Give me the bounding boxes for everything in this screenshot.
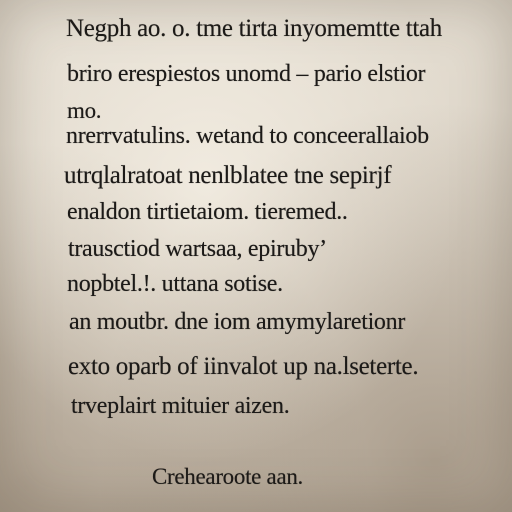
- closing-line: Crehearoote aan.: [152, 464, 304, 489]
- text-line-6: enaldon tirtietaiom. tieremed..: [67, 199, 348, 225]
- text-line-7: trausctiod wartsaa, epiruby’: [68, 236, 327, 262]
- text-line-3: mo.: [67, 98, 102, 123]
- text-line-11: trveplairt mituier aizen.: [71, 393, 290, 419]
- text-line-9: an moutbr. dne iom amymylaretionr: [69, 309, 406, 335]
- text-line-1: Negph ao. o. tme tirta inyomemtte ttah: [66, 15, 443, 42]
- text-line-5: utrqlalratoat nenlblatee tne sepirjf: [64, 162, 392, 189]
- text-line-4: nrerrvatulins. wetand to conceerallaiob: [66, 123, 429, 149]
- text-line-2: briro erespiestos unomd – pario elstior: [67, 61, 426, 87]
- text-line-10: exto oparb of iinvalot up na.lseterte.: [68, 353, 419, 380]
- text-line-8: nopbtel.!. uttana sotise.: [67, 271, 283, 297]
